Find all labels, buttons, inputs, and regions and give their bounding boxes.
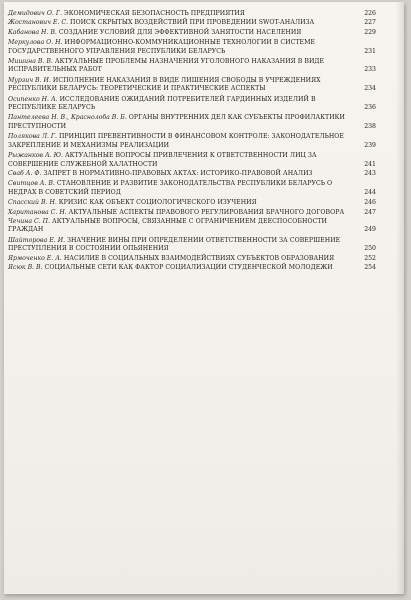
entry-author: Ясюк В. В. bbox=[8, 263, 43, 271]
toc-entry bbox=[8, 218, 376, 235]
entry-page: 234 bbox=[364, 85, 376, 93]
entry-title: ИССЛЕДОВАНИЕ ОЖИДАНИЙ ПОТРЕБИТЕЛЕЙ ГАРДИННЫХ ИЗДЕЛИЙ В РЕСПУБЛИКЕ БЕЛАРУСЬ bbox=[8, 95, 316, 112]
entry-title: СОЦИАЛЬНЫЕ СЕТИ КАК ФАКТОР СОЦИАЛИЗАЦИИ СТУДЕНЧЕСКОЙ МОЛОДЕЖИ bbox=[44, 263, 333, 271]
entry-title: ОРГАНЫ ВНУТРЕННИХ ДЕЛ КАК СУБЪЕКТЫ ПРОФИЛАКТИКИ ПРЕСТУПНОСТИ bbox=[8, 114, 345, 130]
entry-page: 239 bbox=[364, 141, 376, 149]
entry-title: АКТУАЛЬНЫЕ ВОПРОСЫ ПРИВЛЕЧЕНИЯ К ОТВЕТСТВЕННОСТИ ЛИЦ ЗА СОВЕРШЕНИЕ СЛУЖЕБНОЙ ХАЛАТНОСТИ bbox=[8, 152, 317, 168]
toc-entry bbox=[8, 19, 376, 27]
entry-page: 238 bbox=[364, 122, 376, 130]
toc-entry bbox=[8, 199, 376, 207]
toc-entry bbox=[8, 255, 376, 263]
entry-author: Шайторова Е. И. bbox=[8, 236, 66, 244]
entry-page: 241 bbox=[364, 160, 376, 168]
entry-title: СТАНОВЛЕНИЕ И РАЗВИТИЕ ЗАКОНОДАТЕЛЬСТВА РЕСПУБЛИКИ БЕЛАРУСЬ О НЕДРАХ В СОВЕТСКИЙ ПЕРИОД bbox=[8, 180, 333, 196]
entry-author: Пантелеева Н. В., Краснолоба В. Б. bbox=[8, 114, 127, 122]
toc-entry bbox=[8, 77, 376, 94]
toc-entry bbox=[8, 10, 376, 18]
toc-entry bbox=[8, 96, 376, 113]
page-edge-shadow bbox=[396, 2, 404, 594]
entry-title: НАСИЛИЕ В СОЦИАЛЬНЫХ ВЗАИМОДЕЙСТВИЯХ СУБЪЕКТОВ ОБРАЗОВАНИЯ bbox=[63, 254, 335, 262]
toc-entry bbox=[8, 152, 376, 169]
entry-title: ИСПОЛНЕНИЕ НАКАЗАНИЯ В ВИДЕ ЛИШЕНИЯ СВОБОДЫ В УЧРЕЖДЕНИЯХ РЕСПУБЛИКИ БЕЛАРУСЬ: ТЕОРЕТИЧЕСКИЕ И ПРАКТИЧЕСКИЕ АСПЕКТЫ bbox=[8, 76, 321, 93]
toc-entry bbox=[8, 237, 376, 254]
entry-page: 233 bbox=[364, 66, 376, 74]
entry-page: 244 bbox=[364, 188, 376, 196]
toc-entry bbox=[8, 58, 376, 75]
toc-entry bbox=[8, 180, 376, 197]
entry-author: Кабанова Н. В. bbox=[8, 28, 57, 36]
entry-title: ЭКОНОМИЧЕСКАЯ БЕЗОПАСНОСТЬ ПРЕДПРИЯТИЯ bbox=[63, 10, 245, 17]
entry-title: АКТУАЛЬНЫЕ АСПЕКТЫ ПРАВОВОГО РЕГУЛИРОВАНИЯ БРАЧНОГО ДОГОВОРА bbox=[68, 208, 345, 216]
toc-entry bbox=[8, 209, 376, 217]
entry-author: Осипенко Н. А. bbox=[8, 95, 58, 103]
entry-title: ИНФОРМАЦИОННО-КОММУНИКАЦИОННЫЕ ТЕХНОЛОГИИ В СИСТЕМЕ ГОСУДАРСТВЕННОГО УПРАВЛЕНИЯ РЕСПУБЛИКИ БЕЛАРУСЬ bbox=[8, 39, 316, 55]
entry-page: 236 bbox=[364, 104, 376, 112]
entry-title: АКТУАЛЬНЫЕ ВОПРОСЫ, СВЯЗАННЫЕ С ОГРАНИЧЕНИЕМ ДЕЕСПОСОБНОСТИ ГРАЖДАН bbox=[8, 217, 327, 234]
entry-author: Ярмоченко Е. А. bbox=[8, 254, 62, 262]
entry-author: Мишина В. В. bbox=[8, 58, 53, 66]
entry-page: 250 bbox=[364, 245, 376, 253]
entry-author: Сваб А. Ф. bbox=[8, 169, 42, 177]
entry-title: АКТУАЛЬНЫЕ ПРОБЛЕМЫ НАЗНАЧЕНИЯ УГОЛОВНОГО НАКАЗАНИЯ В ВИДЕ ИСПРАВИТЕЛЬНЫХ РАБОТ bbox=[8, 58, 325, 74]
entry-author: Хаританова С. Н. bbox=[8, 208, 67, 216]
entry-author: Полякова Л. Г. bbox=[8, 133, 57, 141]
entry-page: 252 bbox=[364, 254, 376, 262]
entry-page: 249 bbox=[364, 226, 376, 234]
toc-entry bbox=[8, 39, 376, 56]
entry-page: 247 bbox=[364, 208, 376, 216]
toc-entry bbox=[8, 264, 376, 272]
entry-title: ЗНАЧЕНИЕ ВИНЫ ПРИ ОПРЕДЕЛЕНИИ ОТВЕТСТВЕННОСТИ ЗА СОВЕРШЕНИЕ ПРЕСТУПЛЕНИЯ В СОСТОЯНИИ ОПЬЯНЕНИЯ bbox=[8, 236, 341, 253]
entry-author: Жостанович Е. С. bbox=[8, 19, 69, 27]
toc-entry bbox=[8, 114, 376, 131]
table-of-contents bbox=[8, 10, 376, 272]
entry-author: Мурзич В. И. bbox=[8, 76, 51, 84]
entry-title: СОЗДАНИЕ УСЛОВИЙ ДЛЯ ЭФФЕКТИВНОЙ ЗАНЯТОСТИ НАСЕЛЕНИЯ bbox=[58, 28, 302, 36]
entry-page: 227 bbox=[364, 19, 376, 27]
entry-page: 226 bbox=[364, 10, 376, 17]
toc-entry bbox=[8, 133, 376, 150]
toc-entry bbox=[8, 29, 376, 37]
entry-author: Рыжанков А. Ю. bbox=[8, 152, 63, 160]
entry-title: ПОИСК СКРЫТЫХ ВОЗДЕЙСТВИЙ ПРИ ПРОВЕДЕНИИ SWOT-АНАЛИЗА bbox=[70, 19, 315, 27]
entry-author: Спасский В. Н. bbox=[8, 199, 57, 207]
book-page bbox=[4, 2, 404, 594]
entry-page: 229 bbox=[364, 28, 376, 36]
entry-page: 243 bbox=[364, 169, 376, 177]
toc-entry bbox=[8, 170, 376, 178]
entry-title: ЗАПРЕТ В НОРМАТИВНО-ПРАВОВЫХ АКТАХ: ИСТОРИКО-ПРАВОВОЙ АНАЛИЗ bbox=[43, 169, 313, 177]
entry-author: Демидович О. Г. bbox=[8, 10, 62, 17]
entry-page: 246 bbox=[364, 199, 376, 207]
entry-author: Меркулова О. Н. bbox=[8, 39, 63, 47]
entry-page: 231 bbox=[364, 47, 376, 55]
entry-title: ПРИНЦИП ПРЕВЕНТИВНОСТИ В ФИНАНСОВОМ КОНТРОЛЕ: ЗАКОНОДАТЕЛЬНОЕ ЗАКРЕПЛЕНИЕ И МЕХАНИЗМЫ РЕАЛИЗАЦИИ bbox=[8, 133, 344, 149]
entry-title: КРИЗИС КАК ОБЪЕКТ СОЦИОЛОГИЧЕСКОГО ИЗУЧЕНИЯ bbox=[58, 199, 257, 207]
entry-author: Чечина С. П. bbox=[8, 217, 51, 225]
entry-author: Свитцов А. В. bbox=[8, 180, 55, 188]
entry-page: 254 bbox=[364, 263, 376, 271]
